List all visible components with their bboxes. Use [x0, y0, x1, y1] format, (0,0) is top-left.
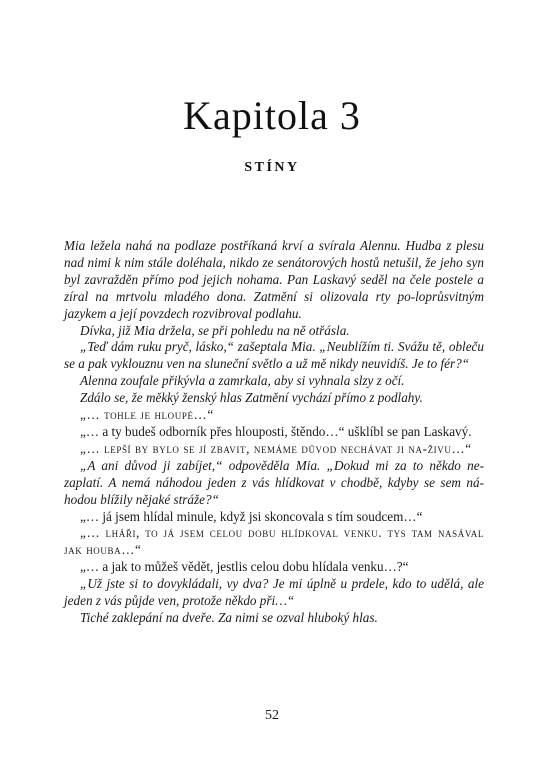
chapter-body	[64, 238, 484, 627]
chapter-title	[0, 92, 544, 139]
paragraph: „… lháři, to já jsem celou dobu hlídkoval venku. tys tam nasával jak houba…“	[64, 525, 484, 558]
chapter-title-word: Kapitola	[183, 93, 329, 138]
paragraph: Dívka, již Mia držela, se při pohledu na ně otřásla.	[80, 322, 350, 338]
paragraph: „… a jak to můžeš vědět, jestlis celou dobu hlídala venku…?“	[80, 559, 409, 575]
paragraph: „… lepší by bylo se jí zbavit, nemáme důvod nechávat ji na-živu…“	[80, 440, 472, 456]
chapter-subtitle: STÍNY	[244, 160, 300, 175]
paragraph: Mia ležela nahá na podlaze postříkaná krví a svírala Alennu. Hudba z plesu nad nimi k nim stále doléhala, nikdo ze senátorových hostů netušil, že jeho syn byl zavražděn přímo pod jejich nohama. Pan Laskavý seděl na čele postele a zíral na mrtvolu mladého dona. Zatmění si olizovala rty po-loprůsvitným jazykem a její povzdech rozvibroval podlahu.	[64, 238, 484, 321]
paragraph: Alenna zoufale přikývla a zamrkala, aby si vyhnala slzy z očí.	[80, 373, 405, 389]
page-number: 52	[265, 708, 279, 723]
chapter-number: 3	[339, 93, 361, 138]
paragraph: „Teď dám ruku pryč, lásko,“ zašeptala Mia. „Neublížím ti. Svážu tě, obleču se a pak vyklouznu ven na sluneční světlo a už mě nikdy neuvidíš. Je to fér?“	[64, 339, 484, 372]
paragraph: „… já jsem hlídal minule, když jsi skoncovala s tím soudcem…“	[80, 508, 423, 524]
paragraph: „A ani důvod ji zabíjet,“ odpověděla Mia. „Dokud mi za to někdo ne-zaplatí. A nemá náhodou jeden z vás hlídkovat v chodbě, kdyby se sem ná-hodou blížily nějaké stráže?“	[64, 457, 484, 507]
paragraph: „… tohle je hloupé…“	[80, 407, 214, 423]
paragraph: „… a ty budeš odborník přes hlouposti, štěndo…“ ušklíbl se pan Laskavý.	[80, 423, 472, 439]
paragraph: Zdálo se, že měkký ženský hlas Zatmění vychází přímo z podlahy.	[80, 390, 423, 406]
paragraph: „Už jste si to dovykládali, vy dva? Je mi úplně u prdele, kdo to udělá, ale jeden z vás půjde ven, protože někdo při…“	[64, 576, 484, 609]
paragraph: Tiché zaklepání na dveře. Za nimi se ozval hluboký hlas.	[80, 609, 378, 625]
